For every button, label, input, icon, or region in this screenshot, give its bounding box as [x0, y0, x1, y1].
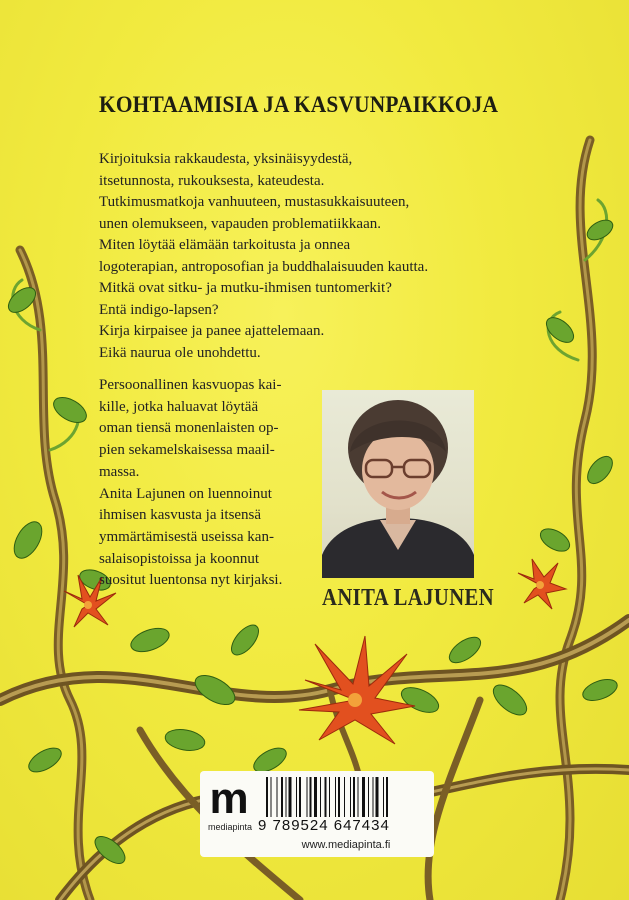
barcode-bars [266, 777, 426, 817]
intro-line: unen olemukseen, vapauden problematiikkaan. [99, 215, 381, 232]
barcode-bar [335, 777, 336, 817]
barcode-bar [325, 777, 327, 817]
barcode-bar [383, 777, 384, 817]
barcode-bar [307, 777, 308, 817]
blurb-line: oman tiensä monenlaisten op- [99, 420, 279, 437]
barcode-bar [362, 777, 365, 817]
author-blurb [99, 375, 317, 592]
barcode-bar [358, 777, 359, 817]
barcode-bar [310, 777, 312, 817]
barcode-bar [320, 777, 321, 817]
barcode-bar [368, 777, 369, 817]
svg-text:m: m [209, 775, 249, 821]
publisher-logo-icon [206, 775, 252, 821]
barcode-bar [329, 777, 330, 817]
isbn-number: 9 789524 647434 [258, 817, 390, 834]
barcode-bar [344, 777, 345, 817]
intro-line: Kirja kirpaisee ja panee ajattelemaan. [99, 323, 325, 339]
barcode-bar [289, 777, 292, 817]
blurb-line: ihmisen kasvusta ja itsensä [99, 507, 262, 524]
blurb-line: ymmärtämisestä useissa kan- [99, 528, 274, 545]
barcode-bar [353, 777, 355, 817]
book-title: KOHTAAMISIA JA KASVUNPAIKKOJA [99, 92, 499, 117]
intro-line: logoterapian, antroposofian ja buddhalaisuuden kautta. [99, 258, 429, 275]
blurb-line: suositut luentonsa nyt kirjaksi. [99, 572, 283, 589]
intro-text [99, 149, 539, 364]
intro-line: Entä indigo-lapsen? [99, 301, 219, 318]
author-name: ANITA LAJUNEN [322, 585, 495, 611]
publisher-name: mediapinta [207, 822, 253, 832]
barcode-bar [314, 777, 317, 817]
blurb-line: kille, jotka haluavat löytää [99, 398, 259, 415]
intro-line: Miten löytää elämään tarkoitusta ja onnea [99, 237, 351, 253]
intro-line: Eikä naurua ole unohdettu. [99, 344, 261, 361]
barcode-bar [271, 777, 272, 817]
blurb-line: salaisopistoissa ja koonnut [99, 550, 259, 567]
barcode-bar [286, 777, 287, 817]
barcode-bar [350, 777, 351, 817]
intro-line: Mitkä ovat sitku- ja mutku-ihmisen tuntomerkit? [99, 280, 392, 296]
barcode-bar [277, 777, 278, 817]
blurb-line: Persoonallinen kasvuopas kai- [99, 377, 282, 393]
barcode-bar [376, 777, 379, 817]
barcode-bar [281, 777, 283, 817]
barcode-bar [299, 777, 301, 817]
barcode-bar [338, 777, 340, 817]
intro-line: itsetunnosta, rukouksesta, kateudesta. [99, 172, 325, 189]
publisher-website: www.mediapinta.fi [301, 839, 391, 851]
blurb-line: Anita Lajunen on luennoinut [99, 485, 272, 502]
barcode-bar [373, 777, 374, 817]
blurb-line: pien sekamelskaisessa maail- [99, 442, 275, 459]
barcode-bar [266, 777, 268, 817]
barcode-bar [386, 777, 388, 817]
intro-line: Tutkimusmatkoja vanhuuteen, mustasukkaisuuteen, [99, 194, 410, 210]
intro-line: Kirjoituksia rakkaudesta, yksinäisyydestä, [99, 151, 353, 167]
blurb-line: massa. [99, 463, 140, 480]
barcode-panel [200, 771, 434, 857]
author-photo [322, 390, 474, 578]
barcode-bar [296, 777, 297, 817]
